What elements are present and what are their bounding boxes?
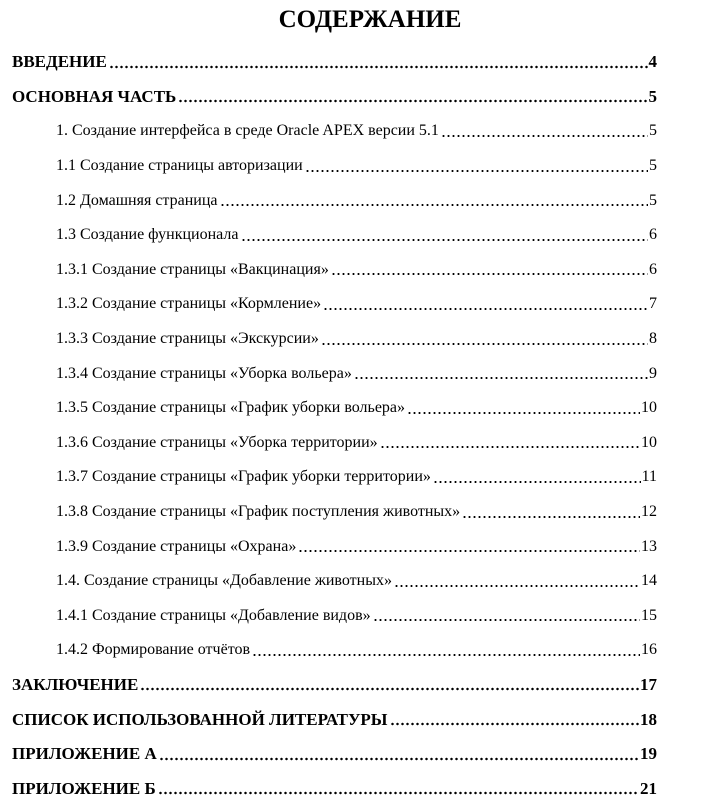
toc-entry[interactable] — [0, 183, 708, 218]
toc-entry[interactable] — [0, 149, 708, 184]
toc-entry-page-number: 11 — [641, 468, 657, 486]
toc-entry-label: СПИСОК ИСПОЛЬЗОВАННОЙ ЛИТЕРАТУРЫ — [12, 709, 388, 729]
toc-entry-page-number: 6 — [649, 260, 657, 278]
dot-leader — [380, 445, 640, 449]
toc-entry-page-number: 7 — [649, 295, 657, 313]
toc-entry-page-number: 19 — [640, 744, 657, 764]
toc-entry-label: 1.3.3 Создание страницы «Экскурсии» — [56, 330, 319, 348]
toc-entry-label: 1.3.1 Создание страницы «Вакцинация» — [56, 260, 329, 278]
toc-entry[interactable] — [0, 702, 708, 737]
toc-entry-page-number: 8 — [649, 330, 657, 348]
toc-entry-label: 1.4. Создание страницы «Добавление животных» — [56, 572, 392, 590]
toc-entry-page-number: 16 — [641, 641, 657, 659]
toc-entry-label: 1.3.2 Создание страницы «Кормление» — [56, 295, 322, 313]
dot-leader — [394, 584, 640, 588]
toc-entry-page-number: 15 — [641, 606, 657, 624]
table-of-contents — [0, 45, 708, 806]
toc-entry-page-number: 12 — [641, 503, 657, 521]
dot-leader — [305, 169, 648, 173]
toc-entry-label: 1.3 Создание функционала — [56, 226, 239, 244]
dot-leader — [140, 687, 639, 691]
toc-entry[interactable] — [0, 564, 708, 599]
toc-entry-page-number: 6 — [649, 226, 657, 244]
toc-entry[interactable] — [0, 80, 708, 115]
toc-entry[interactable] — [0, 633, 708, 668]
toc-entry-page-number: 18 — [640, 709, 657, 729]
toc-entry[interactable] — [0, 114, 708, 149]
toc-entry-label: ОСНОВНАЯ ЧАСТЬ — [12, 86, 177, 106]
dot-leader — [354, 376, 648, 380]
toc-entry-label: ПРИЛОЖЕНИЕ Б — [12, 778, 156, 798]
toc-entry-page-number: 13 — [641, 537, 657, 555]
toc-entry-label: ЗАКЛЮЧЕНИЕ — [12, 674, 139, 694]
dot-leader — [220, 203, 648, 207]
toc-entry-page-number: 5 — [649, 157, 657, 175]
dot-leader — [433, 480, 641, 484]
toc-entry[interactable] — [0, 737, 708, 772]
toc-entry-label: 1.3.5 Создание страницы «График уборки вольера» — [56, 399, 406, 417]
dot-leader — [441, 134, 648, 138]
toc-entry[interactable] — [0, 322, 708, 357]
toc-entry-page-number: 17 — [640, 674, 657, 694]
toc-entry-label: ВВЕДЕНИЕ — [12, 52, 107, 72]
dot-leader — [241, 238, 649, 242]
toc-entry-label: 1. Создание интерфейса в среде Oracle APEX версии 5.1 — [56, 122, 439, 140]
dot-leader — [252, 653, 640, 657]
toc-entry-label: 1.2 Домашняя страница — [56, 191, 218, 209]
toc-entry[interactable] — [0, 668, 708, 703]
toc-entry-page-number: 5 — [649, 191, 657, 209]
toc-entry[interactable] — [0, 287, 708, 322]
toc-entry[interactable] — [0, 529, 708, 564]
toc-entry-page-number: 5 — [649, 122, 657, 140]
toc-entry[interactable] — [0, 218, 708, 253]
dot-leader — [109, 65, 648, 69]
toc-entry-label: 1.1 Создание страницы авторизации — [56, 157, 303, 175]
toc-entry-label: ПРИЛОЖЕНИЕ А — [12, 744, 157, 764]
toc-entry-page-number: 21 — [640, 778, 657, 798]
toc-entry[interactable] — [0, 771, 708, 806]
toc-entry-label: 1.3.9 Создание страницы «Охрана» — [56, 537, 297, 555]
toc-entry-label: 1.4.1 Создание страницы «Добавление видов» — [56, 606, 371, 624]
toc-entry-page-number: 9 — [649, 364, 657, 382]
dot-leader — [323, 307, 648, 311]
dot-leader — [331, 272, 648, 276]
toc-entry[interactable] — [0, 426, 708, 461]
toc-entry-label: 1.3.6 Создание страницы «Уборка территории» — [56, 433, 378, 451]
toc-entry-page-number: 14 — [641, 572, 657, 590]
toc-entry[interactable] — [0, 599, 708, 634]
toc-entry-page-number: 10 — [641, 399, 657, 417]
dot-leader — [158, 791, 639, 795]
toc-entry-label: 1.3.7 Создание страницы «График уборки территории» — [56, 468, 431, 486]
toc-entry-page-number: 10 — [641, 433, 657, 451]
toc-title: СОДЕРЖАНИЕ — [278, 6, 462, 33]
toc-entry-label: 1.3.4 Создание страницы «Уборка вольера» — [56, 364, 352, 382]
toc-entry[interactable] — [0, 356, 708, 391]
dot-leader — [390, 722, 640, 726]
dot-leader — [159, 757, 639, 761]
toc-entry[interactable] — [0, 45, 708, 80]
dot-leader — [298, 549, 640, 553]
toc-entry-page-number: 4 — [648, 52, 657, 72]
dot-leader — [178, 99, 647, 103]
toc-entry-label: 1.4.2 Формирование отчётов — [56, 641, 251, 659]
toc-entry[interactable] — [0, 391, 708, 426]
toc-entry-page-number: 5 — [648, 86, 657, 106]
dot-leader — [462, 515, 640, 519]
toc-entry-label: 1.3.8 Создание страницы «График поступления животных» — [56, 503, 461, 521]
toc-entry[interactable] — [0, 460, 708, 495]
toc-entry[interactable] — [0, 495, 708, 530]
dot-leader — [373, 618, 640, 622]
dot-leader — [407, 411, 640, 415]
dot-leader — [321, 342, 648, 346]
toc-entry[interactable] — [0, 253, 708, 288]
